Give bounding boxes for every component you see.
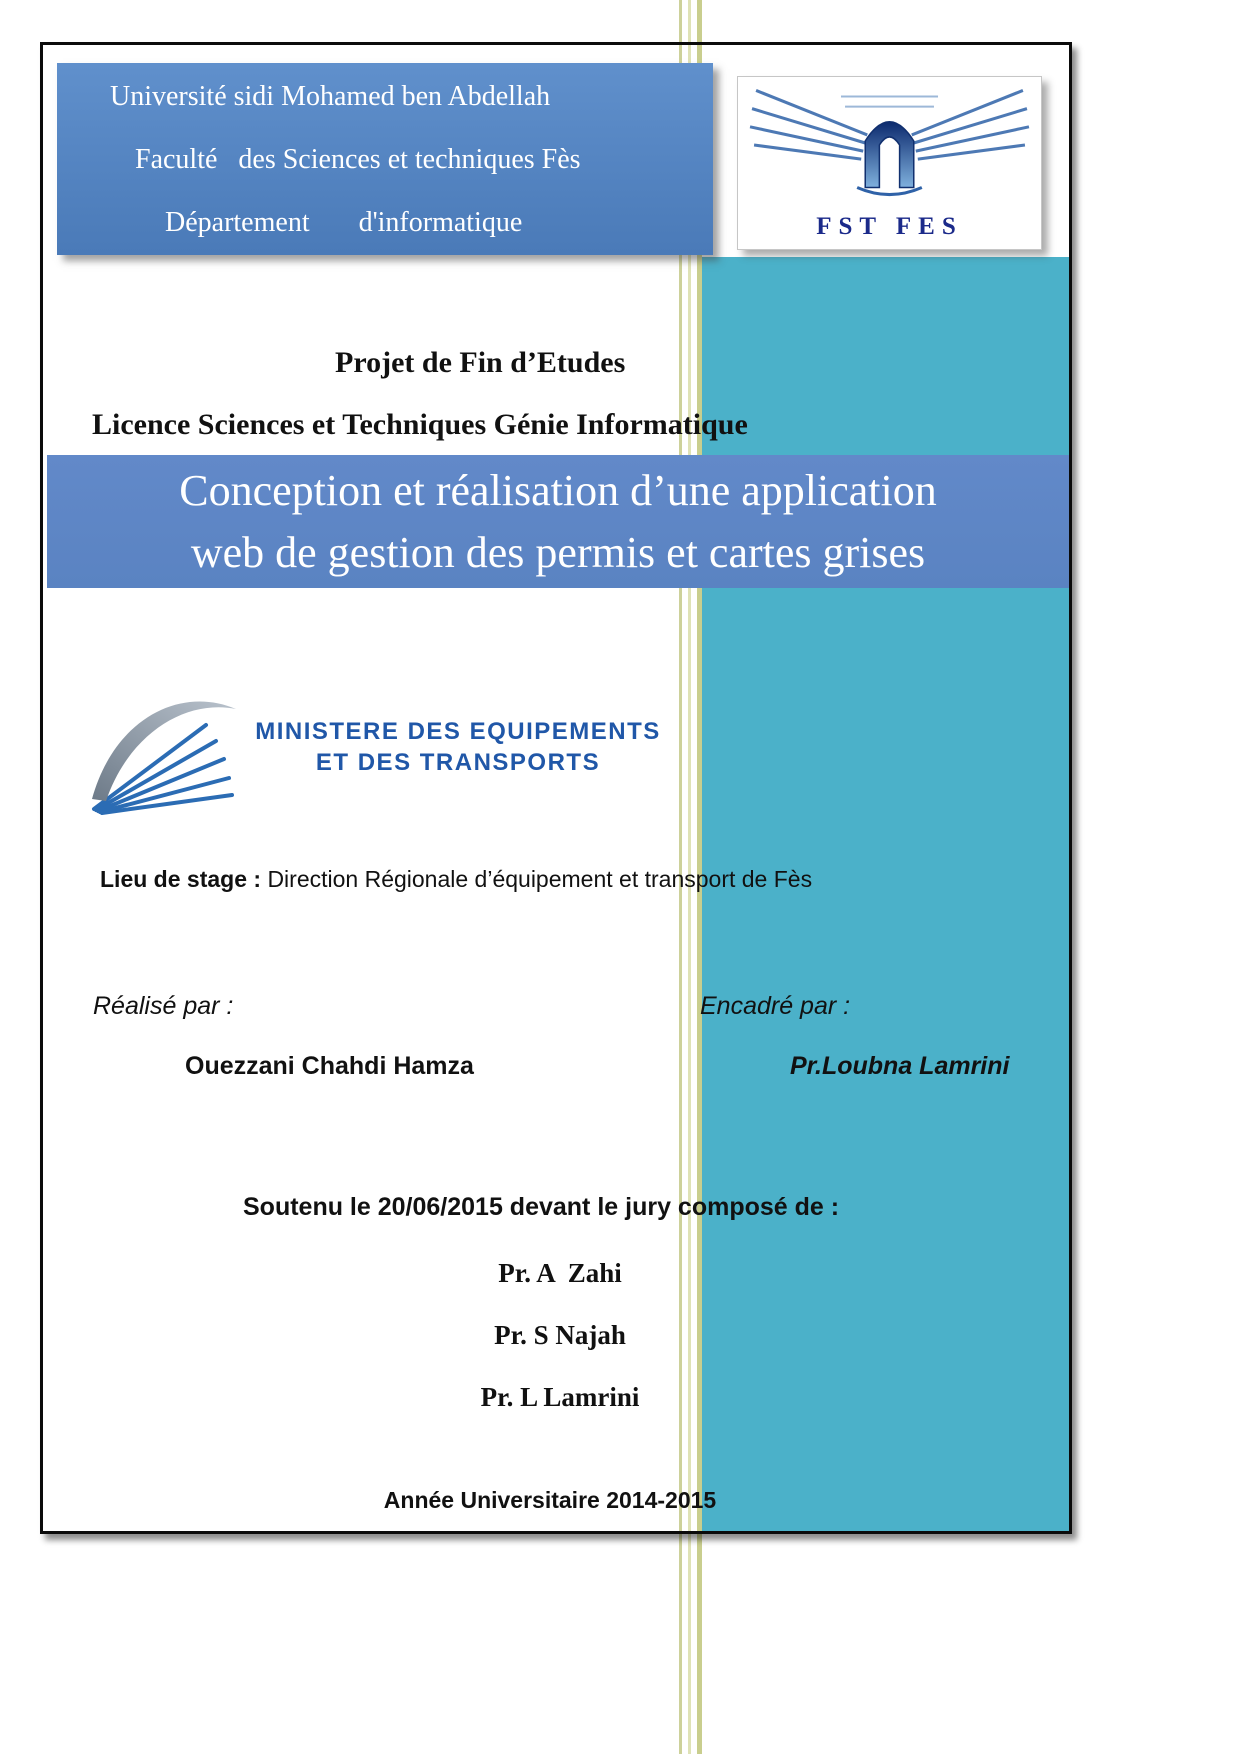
encadre-par-label: Encadré par : (700, 992, 851, 1020)
internship-location (100, 866, 812, 893)
ministry-name-line1: MINISTERE DES EQUIPEMENTS (255, 718, 661, 745)
jury-member: Pr. S Najah (494, 1320, 626, 1350)
supervisor-name: Pr.Loubna Lamrini (790, 1052, 1010, 1080)
internship-value: Direction Régionale d’équipement et transport de Fès (267, 866, 813, 892)
jury-member: Pr. A Zahi (498, 1258, 622, 1288)
fst-logo-caption: FST FES (816, 213, 963, 240)
ministry-name-line2: ET DES TRANSPORTS (315, 749, 601, 776)
academic-year: Année Universitaire 2014-2015 (383, 1487, 717, 1513)
department-name: Département d'informatique (165, 207, 523, 238)
defense-statement: Soutenu le 20/06/2015 devant le jury composé de : (243, 1193, 840, 1221)
main-title-line2: web de gestion des permis et cartes grises (190, 527, 926, 577)
internship-label: Lieu de stage : (100, 866, 268, 892)
fst-logo-box (737, 76, 1042, 250)
university-name: Université sidi Mohamed ben Abdellah (110, 81, 551, 112)
jury-member: Pr. L Lamrini (480, 1382, 640, 1412)
project-heading: Projet de Fin d’Etudes (335, 346, 626, 379)
university-header-box (57, 63, 713, 255)
ministry-logo-icon (88, 683, 238, 820)
jury-list (360, 1258, 760, 1444)
ministry-name (253, 716, 663, 778)
main-title-banner (47, 455, 1069, 588)
program-heading: Licence Sciences et Techniques Génie Informatique (92, 408, 748, 441)
faculty-name: Faculté des Sciences et techniques Fès (135, 144, 581, 175)
realise-par-label: Réalisé par : (93, 992, 234, 1020)
student-name: Ouezzani Chahdi Hamza (185, 1052, 474, 1080)
main-title-line1: Conception et réalisation d’une application (179, 465, 937, 515)
